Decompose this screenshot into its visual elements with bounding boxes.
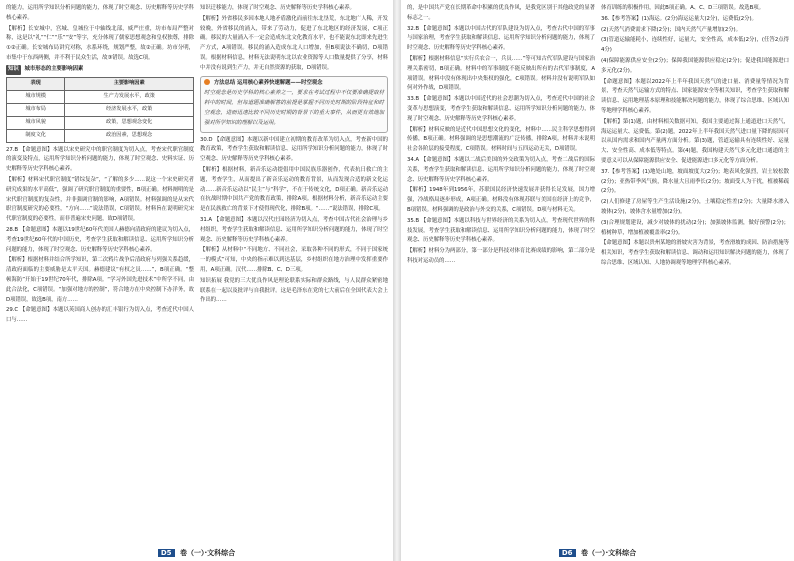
table-row: 城市规模 生产力发展水平，政策 [7,90,194,103]
box-title: 方法总结 运用核心素养快速解题——时空观念 [204,79,384,89]
paragraph: 【命题意图】本题以贵州某地的滑坡灾害为背景，考查滑坡的成因、防治措施等相关知识，考查学生获取和解读信息、调动和运用知识解决问题的能力，体现了综合思维、区域认知、人地协调观等地理学科核心素养。 [601,240,789,266]
paragraph: 【解析】长安城中，宫城、皇城位于中轴线北部，威严庄重，坊市布局严整对称，这是以“礼”“仁”“乐”“安”等字，充分体现了儒家思想观念和皇权独尊，排除①②正确。长安城布局讲究对称，水系环绕，规划严整，故②正确。坊市分明，市集中于东西两侧，并不利于民众生活，故③错误。故选C项。 [6,25,194,61]
paragraph: 【解析】外省移民多因本地人地矛盾激化而前往东北垦荒，东北地广人稀，开发较晚，外省移民的涌入，带来了劳动力，促进了东北地区的经济发展，C项正确。移民的大量涌入不一定会造成东北文化教育水平，也不能说东北即来先进生产方式，A项错误。移民的涌入造成东北人口增加，但B项说法不确切，D项错误。根据材料信息，材料无法说明东北以农业资源等人口数量提供了分享，材料中并没有说到生产力，并无自然资源的获取，D项错误。 [200,15,388,71]
book-gutter [393,0,401,561]
answer-33: 33.B 【命题意图】本题以中国近代的社会思潮为切入点，考查近代中国的社会变革与思想演变，考查学生获取和解读信息、运用所学知识分析问题的能力，体现了时空观念、历史解释等历史学科核心素养。 [407,96,595,122]
right-column-2 [601,4,789,270]
paragraph: 【解析】1948年到1956年，苏联国民经济快速发展并获得长足发展，国力增强，冷战格局逐步形成，A项正确。材料没有体现苏联与美国在经济上的竞争，B项错误。材料强调的是政治与外交的关系，C项错误。D项与材料无关。 [407,187,595,213]
knowledge-band-icon: 知识 [6,65,21,75]
table-row: 制度文化 政治因素，思想观念 [7,129,194,142]
page-footer-left [0,548,393,558]
left-column-2 [200,4,388,307]
right-page [401,0,794,561]
table-row: 城市风貌 政策，思想观念变化 [7,116,194,129]
left-column-1 [6,4,194,327]
influence-table [6,77,194,143]
answer-37: 37.【参考答案】(1)地处山地，坡面坡度大(2分)；地表风化强烈，岩土较松散(2分)；亚热带季风气候，降水量大且雨季长(2分)；坡面受人为干扰，植被稀疏(2分)。 [601,168,789,195]
footer-title: 卷（一）·文科综合 [580,549,637,557]
paragraph: 【解析】材料分为两部分，第一部分是科技对体育比赛成绩的影响，第二部分是科技对运动员的…… [407,248,595,264]
paragraph: 【解析】第(1)题，由材料相关数据可知，我国主要通过海上通道进口天然气，海运运量大、运费低。第(2)题，2022年上半年我国天然气进口量下降的原因可以从国内需求和国内产量两方面分析。第(3)题，管道运输具有连续性好、运量大、安全性高、成本低等特点。第(4)题，我国构建天然气多元化进口通道的主要意义可以从保障能源供应安全、促进能源进口多元化等方面分析。 [601,118,789,164]
paragraph: 【命题意图】本题以2022年上半年我国天然气的进口量、消费量等情况为背景，考查天然气运输方式的特点、国家能源安全等相关知识，考查学生获取和解读信息、运用地理基本原理和技能解决问题的能力，体现了综合思维、区域认知等地理学科核心素养。 [601,78,789,114]
method-summary-box [200,76,388,133]
answer-34: 34.A 【命题意图】本题以二战后美国的外交政策为切入点，考查二战后的国际关系，考查学生获取和解读信息、运用所学知识分析问题的能力，体现了时空观念、历史解释等历史学科核心素养。 [407,156,595,183]
footer-title: 卷（一）·文科综合 [179,549,236,557]
paragraph: 体育训练的积极作用，因此B项正确。A、C、D三项错误。故选B项。 [601,5,764,11]
table-header: 主要影响因素 [65,77,194,90]
paragraph: 的，是中国共产党在长期革命中积累的优良作风，是我党区别于其他政党的显著标志之一。 [407,5,595,21]
left-page [0,0,393,561]
right-column-1 [407,4,595,268]
answer-27: 27.B 【命题意图】本题以宋史研究中的职官制度为切入点，考查宋代职官制度的演变及特点，运用所学知识分析问题的能力，体现了时空观念、史料实证、历史解释等历史学科核心素养。 [6,146,194,173]
paragraph: 【解析】根据材料并结合所学知识，第二次鸦片战争后清政府与列强关系趋缓，清政府面临的主要威胁是太平天国。赫德建议“有权之员……”，B项正确。“整顿海防”开始于19世纪70年代，排除A项。“学习外国先进技术”中所学不同，由此合法化，C项错误。“加强对地方的控制”，符合地方在中央控制下办洋务，故D项错误，故选B项，南方…… [6,257,194,303]
table-header: 表现 [7,77,65,90]
paragraph: (4)保障能源供应安全(2分)；保障我国能源供应稳定(2分)；促进我国能源进口多元化(2分)。 [601,57,789,74]
paragraph: 【解析】从材料中“不同地方、不同社会，采取各种不同的形式，不同于国家统一的模式”可知，中央的指示难以到达基层，乡村组织在地方治理中发挥重要作用，A项正确。汉代……排除B、C、D三项。 [200,247,388,273]
answer-36: 36.【参考答案】(1)海运。(2分)海运运量大(2分)，运费低(2分)。 [601,15,757,22]
box-body: 时空观念是历史学科的核心素养之一，要求在考试过程中不仅要准确提取材料中的时间，但每道题准确解答的前提是掌握不同历史时期的阶段特征和时空观念，进而迅速比较不同历史时期的背景下的重大事件，从而更有效地加强对所学知识的理解以及运用。 [204,90,384,126]
paragraph: 【解析】材料反映的是近代中国思想文化的变化，材料中……民主科学思想得到传播，B项正确。材料强调的是思想潮流的广泛传播，排除A项。材料并未说明社会各阶层的接受程度，C项错误。材料时间与五四运动无关，D项错误。 [407,126,595,153]
paragraph: (2)人们修建了房屋等生产生活设施(2分)，土壤稳定性差(2分)；大量降水渗入坡体(2分)，坡体含水量增加(2分)。 [601,199,789,215]
gear-icon [204,79,210,85]
answer-32: 32.B 【命题意图】本题以中国古代的军队建设为切入点，考查古代中国的军事与国家治理，考查学生获取和解读信息、运用所学知识分析问题的能力，体现了时空观念、历史解释等历史学科核心素养。 [407,25,595,52]
knowledge-extension: 知识拓展 我党的三大优良作风是理论联系实际和群众路线，与人民群众紧密地联系在一起以及批评与自我批评。这是毛泽东在党的七大前后在全国代表大会上作出的…… [200,277,388,304]
paragraph: (3)合理规划建设，减少对坡体的扰动(2分)；加强坡体监测，做好预警(2分)；植树种草，增加植被覆盖率(2分)。 [601,219,789,236]
paragraph: 【解析】材料宋代职官制度“错综复杂”，“了解的多少……说这一个宋史研究者研究成果的水平高低”，强调了研究职官制度的重要性，B项正确。材料阐明的是宋代职官制度的复杂性，并非强调官制的影响，A项错误。材料强调的是从宋代职官制度研究的必要性，“方向……”说法错误，C项错误。材料旨在说明研究宋代职官制度的必要性，而非普遍宋史问题，故D项错误。 [6,176,194,223]
page-number: D6 [559,549,576,557]
paragraph: 的能力，运用所学知识分析问题的能力，体现了时空观念、历史解释等历史学科核心素养。 [6,5,194,21]
section-heading: 知识 城市形态的主要影响因素 [6,65,194,75]
answer-35: 35.B 【命题意图】本题以科技与世界经济的关系为切入点，考查现代世界的科技发展，考查学生获取和解读信息、运用所学知识分析问题的能力，体现了时空观念、历史解释等历史学科核心素养。 [407,217,595,244]
paragraph: 知识迁移能力，体现了时空观念、历史解释等历史学科核心素养。 [200,5,355,11]
paragraph: (2)天然气消费需求下降(2分)；国内天然气产量增加(2分)。 [601,26,741,33]
answer-28: 28.B 【命题意图】本题以19世纪60年代美国人赫德向清政府的建议为切入点，考查19世纪60年代的中国历史，考查学生获取和解读信息、运用所学知识分析问题的能力，体现了时空观念、历史解释等历史学科核心素养。 [6,226,194,253]
table-row: 城市布局 经济发展水平，政策 [7,103,194,116]
answer-30: 30.D 【命题意图】本题以新中国建立初期的教育改革为切入点，考查新中国的教育政策，考查学生获取和解读信息、运用所学知识分析问题的能力，体现了时空观念、历史解释等历史学科核心素养。 [200,136,388,163]
answer-29: 29.C 【命题意图】本题以英国商人创办的汇丰银行为切入点，考查近代中国人口与…… [6,307,194,324]
page-footer-right [401,548,794,558]
paragraph: 【解析】根据材料，新音乐运动提倡用中国民族乐器创作，代表抗日救亡的主题，考查学生，从而提出了新音乐运动的教育背景，从而发现合适的新文化运动……新音乐运动以“民主”与“科学”，不在于传统文化，D项正确。新音乐运动在抗战时期中国共产党的教育政策，排除A项。根据材料分析，新音乐运动主要是在民族救亡的背景下才使得现代化，排除B项。“……”说法错误，排除C项。 [200,166,388,213]
answer-31: 31.A 【命题意图】本题以汉代庄园经济为切入点，考查中国古代社会治理与乡村组织，考查学生获取和解读信息、运用所学知识分析问题的能力，体现了时空观念、历史解释等历史学科核心素养。 [200,216,388,243]
page-number: D5 [158,549,175,557]
paragraph: (3)管道运输能耗小，连续性好，运量大，安全性高，成本低(2分)，(任答2点得4分) [601,37,789,54]
paragraph: 【解析】根据材料信息“实行兵农合一，兵员……”等可知古代军队建设与国家治理关系密切，B项正确。材料中的军事制度不能反映出所有的古代军事制度，A项错误。材料中没有体现出中央集权的强化，C项错误。材料并没有说明军队如何对外作战，D项错误。 [407,55,595,92]
